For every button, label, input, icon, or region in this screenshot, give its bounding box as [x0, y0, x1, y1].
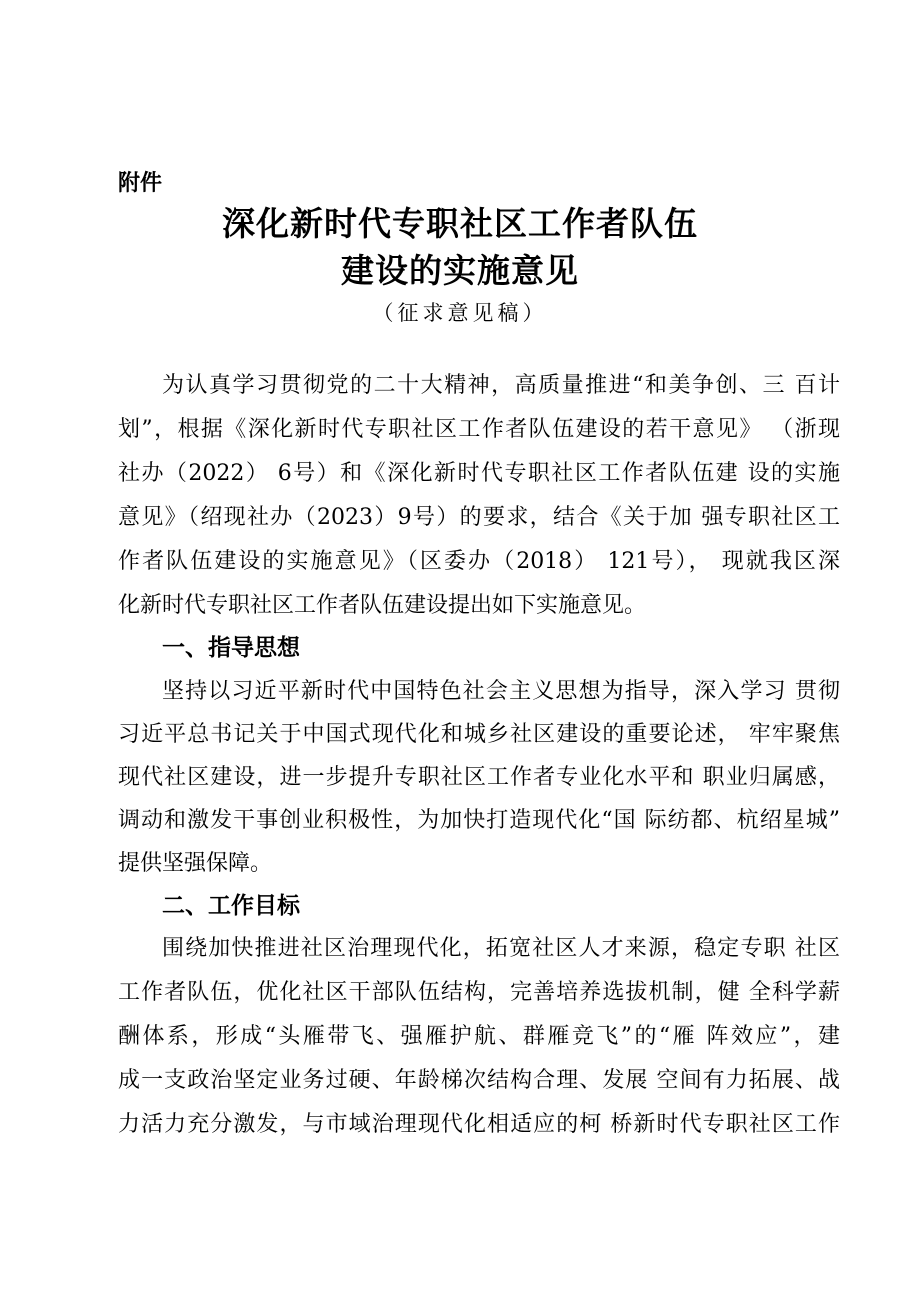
intro-line: 作者队伍建设的实施意见》（区委办（2018） 121号）， 现就我区深 [118, 549, 840, 574]
section1-line: 习近平总书记关于中国式现代化和城乡社区建设的重要论述， 牢牢聚焦 [118, 722, 840, 747]
section1-line: 调动和激发干事创业积极性，为加快打造现代化“国 际纺都、杭绍星城” [118, 808, 840, 833]
section-heading-work-goals: 二、工作目标 [162, 893, 300, 919]
document-title-line-2: 建设的实施意见 [341, 251, 579, 290]
intro-line: 化新时代专职社区工作者队伍建设提出如下实施意见。 [118, 593, 647, 618]
section1-line: 提供坚强保障。 [118, 851, 273, 876]
document-subtitle: （征求意见稿） [372, 301, 548, 325]
intro-line: 社办（2022） 6号）和《深化新时代专职社区工作者队伍建 设的实施 [118, 461, 840, 486]
section2-line: 工作者队伍，优化社区干部队伍结构，完善培养选拔机制，健 全科学薪 [118, 980, 840, 1005]
attachment-label: 附件 [118, 171, 163, 196]
section2-line: 力活力充分激发，与市域治理现代化相适应的柯 桥新时代专职社区工作 [118, 1112, 840, 1137]
section1-line: 坚持以习近平新时代中国特色社会主义思想为指导，深入学习 贯彻 [162, 679, 840, 704]
section-heading-guiding-ideology: 一、指导思想 [162, 635, 300, 661]
intro-line: 为认真学习贯彻党的二十大精神，高质量推进“和美争创、三 百计 [162, 373, 840, 398]
intro-line: 意见》（绍现社办（2023）9号）的要求，结合《关于加 强专职社区工 [118, 505, 840, 530]
section2-line: 围绕加快推进社区治理现代化，拓宽社区人才来源，稳定专职 社区 [162, 936, 840, 961]
document-title-line-1: 深化新时代专职社区工作者队伍 [222, 204, 698, 243]
intro-line: 划”，根据《深化新时代专职社区工作者队伍建设的若干意见》 （浙现 [118, 417, 840, 442]
section1-line: 现代社区建设，进一步提升专职社区工作者专业化水平和 职业归属感， [118, 765, 840, 790]
section2-line: 成一支政治坚定业务过硬、年龄梯次结构合理、发展 空间有力拓展、战 [118, 1068, 840, 1093]
section2-line: 酬体系，形成“头雁带飞、强雁护航、群雁竞飞”的“雁 阵效应”，建 [118, 1024, 840, 1049]
